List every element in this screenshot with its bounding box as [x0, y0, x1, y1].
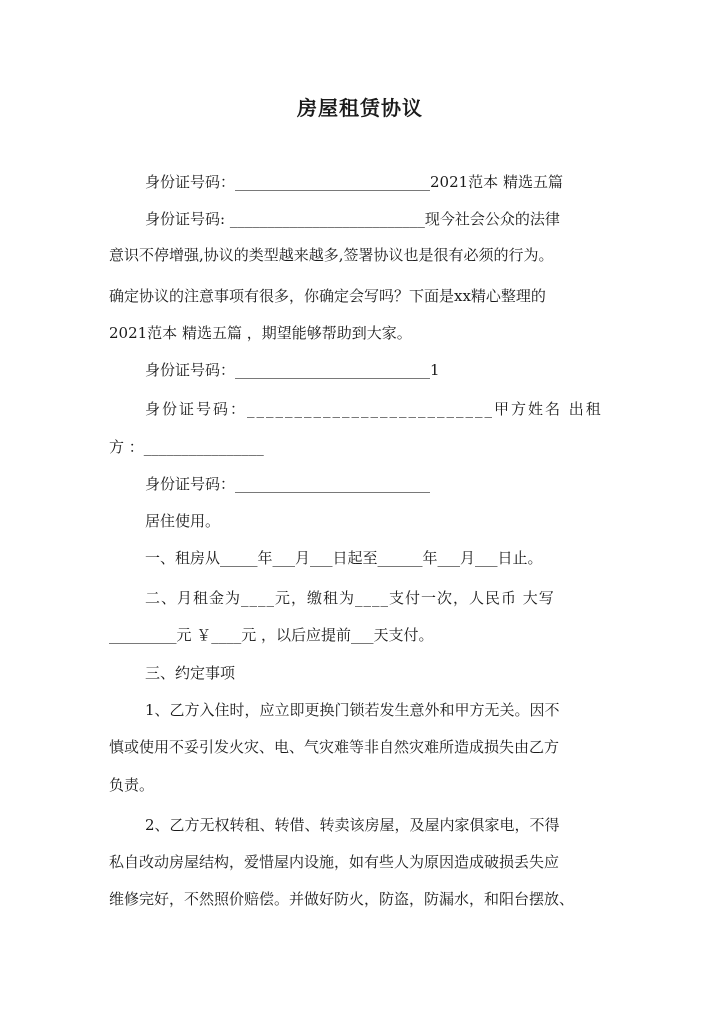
paragraph-line: 2021范本 精选五篇 ，期望能够帮助到大家。 — [109, 324, 412, 342]
paragraph-line: 方 ：________________ — [109, 438, 264, 456]
paragraph-line: 身份证号码：__________________________1 — [145, 361, 440, 379]
paragraph-line: 1、乙方入住时，应立即更换门锁若发生意外和甲方无关。因不 — [145, 701, 560, 719]
paragraph-line: 身份证号码：__________________________2021范本 精选五篇 — [145, 173, 563, 191]
paragraph-line: 维修完好，不然照价赔偿。并做好防火，防盗，防漏水，和阳台摆放、 — [109, 890, 575, 908]
paragraph-line: 身份证号码：__________________________甲方姓名 出租 — [145, 400, 603, 418]
paragraph-line: 意识不停增强,协议的类型越来越多,签署协议也是很有必须的行为。 — [109, 246, 554, 264]
paragraph-line: 身份证号码: __________________________现今社会公众的法律 — [145, 210, 560, 228]
paragraph-line: 负责。 — [109, 776, 155, 794]
paragraph-line: 慎或使用不妥引发火灾、电、气灾难等非自然灾难所造成损失由乙方 — [109, 738, 560, 756]
paragraph-line: 2、乙方无权转租、转借、转卖该房屋，及屋内家俱家电，不得 — [145, 816, 560, 834]
document-title: 房屋租赁协议 — [297, 96, 423, 120]
paragraph-line: 二、月租金为____元，缴租为____支付一次，人民币 大写 — [145, 589, 555, 607]
paragraph-line: 居住使用。 — [145, 512, 221, 530]
paragraph-line: _________元 ￥____元 ，以后应提前___天支付。 — [109, 626, 434, 644]
paragraph-line: 确定协议的注意事项有很多，你确定会写吗？下面是xx精心整理的 — [109, 287, 546, 305]
section-heading: 三、约定事项 — [145, 664, 236, 682]
paragraph-line: 一、租房从_____年___月___日起至______年___月___日止。 — [145, 549, 543, 567]
paragraph-line: 身份证号码：__________________________ — [145, 475, 431, 493]
paragraph-line: 私自改动房屋结构，爱惜屋内设施，如有些人为原因造成破损丢失应 — [109, 853, 560, 871]
